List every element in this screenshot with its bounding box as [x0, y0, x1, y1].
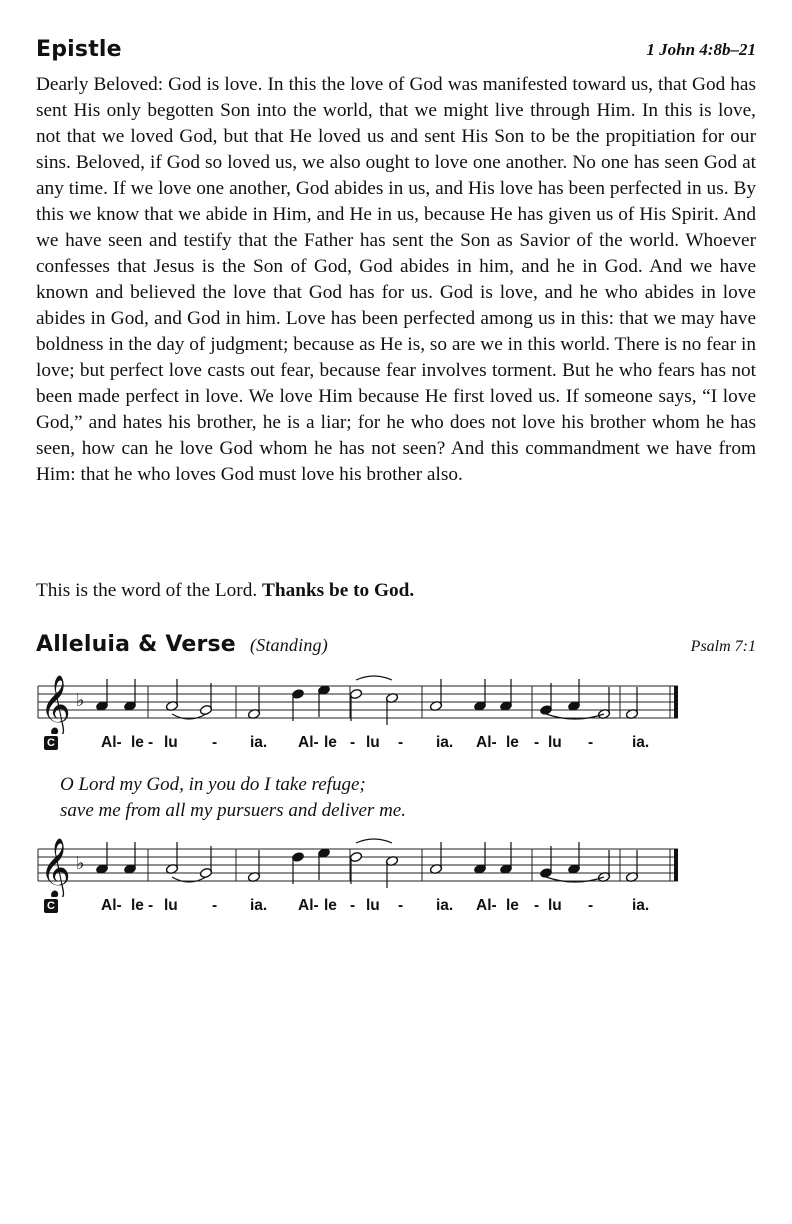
note-head — [165, 842, 178, 875]
note-head — [123, 679, 136, 712]
lyric-syllable: lu — [164, 897, 178, 914]
key-flat-icon: ♭ — [76, 690, 85, 711]
lyrics-line — [36, 734, 756, 756]
lyric-syllable: le — [131, 897, 144, 914]
lyric-syllable: lu — [366, 734, 380, 751]
lyric-syllable: Al- — [101, 734, 122, 751]
treble-clef-icon: 𝄞 — [40, 838, 71, 897]
note-head — [95, 679, 108, 712]
lyric-syllable: - — [212, 897, 218, 914]
note-head — [349, 851, 362, 884]
note-head — [123, 842, 136, 875]
note-head — [539, 846, 552, 879]
lyric-syllable: - — [534, 734, 540, 751]
lyric-syllable: - — [588, 897, 594, 914]
slur — [356, 839, 392, 843]
congregation-badge: C — [44, 736, 58, 750]
lyric-syllable: ia. — [436, 734, 454, 751]
note-head — [473, 679, 486, 712]
note-head — [429, 679, 442, 712]
lyric-syllable: ia. — [250, 734, 268, 751]
verse-text — [60, 772, 406, 824]
lyric-syllable: lu — [164, 734, 178, 751]
note-head — [625, 850, 638, 883]
note-head — [385, 692, 398, 725]
lyrics-line — [36, 897, 756, 919]
lyric-syllable: - — [212, 734, 218, 751]
note-head — [199, 846, 212, 879]
note-head — [349, 688, 362, 721]
music-staff-2 — [36, 833, 756, 923]
note-head — [247, 687, 260, 720]
note-head — [499, 842, 512, 875]
lyric-syllable: ia. — [436, 897, 454, 914]
note-head — [385, 855, 398, 888]
note-head — [597, 687, 610, 720]
note-head — [625, 687, 638, 720]
staff-notation — [36, 833, 756, 897]
music-staff-1 — [36, 670, 756, 760]
lyric-syllable: - — [534, 897, 540, 914]
lyric-syllable: le — [324, 734, 337, 751]
note-head — [539, 683, 552, 716]
lyric-syllable: lu — [366, 897, 380, 914]
lyric-syllable: Al- — [476, 734, 497, 751]
lyric-syllable: - — [148, 897, 154, 914]
note-head — [165, 679, 178, 712]
lyric-syllable: - — [350, 897, 356, 914]
final-bar-thick — [674, 686, 678, 718]
lyric-syllable: Al- — [298, 897, 319, 914]
epistle-text: Dearly Beloved: God is love. In this the love of God was manifested toward us, that God has sent His only begotten Son into the world, that we might live through Him. In this is love, not that we loved God, but that He loved us and sent His Son to be the propitiation for our sins. Beloved, if God so loved us, we also ought to love one another. No one has seen God at any time. If we love one another, God abides in us, and His love has been perfected in us. By this we know that we abide in Him, and He in us, because He has given us of His Spirit. And we have seen and testify that the Father has sent the Son as Savior of the world. Whoever confesses that Jesus is the Son of God, God abides in him, and he in God. And we have known and believed the love that God has for us. God is love, and he who abides in love abides in God, and God in him. Love has been perfected among us in this: that we may have boldness in the day of judgment; because as He is, so are we in this world. There is no fear in love; but perfect love casts out fear, because fear involves torment. But he who fears has not been made perfect in love. We love Him because He first loved us. If someone says, “I love God,” and hates his brother, he is a liar; for he who does not love his brother whom he has seen, how can he love God whom he has not seen? And this commandment we have from Him: that he who loves God must love his brother also. — [36, 74, 756, 485]
lyric-syllable: ia. — [632, 897, 650, 914]
lyric-syllable: - — [588, 734, 594, 751]
verse-line: O Lord my God, in you do I take refuge; — [60, 774, 366, 795]
note-head — [291, 688, 304, 721]
note-head — [317, 684, 330, 717]
alleluia-header — [36, 632, 756, 662]
note-head — [499, 679, 512, 712]
final-bar-thick — [674, 849, 678, 881]
note-head — [199, 683, 212, 716]
lyric-syllable: - — [148, 734, 154, 751]
note-head — [567, 842, 580, 875]
lyric-syllable: le — [506, 734, 519, 751]
alleluia-posture: (Standing) — [249, 635, 328, 655]
epistle-header — [36, 37, 756, 67]
lyric-syllable: ia. — [250, 897, 268, 914]
note-head — [473, 842, 486, 875]
lyric-syllable: Al- — [101, 897, 122, 914]
note-head — [597, 850, 610, 883]
note-head — [567, 679, 580, 712]
key-flat-icon: ♭ — [76, 853, 85, 874]
lyric-syllable: le — [131, 734, 144, 751]
lyric-syllable: Al- — [476, 897, 497, 914]
lyric-syllable: le — [324, 897, 337, 914]
lyric-syllable: le — [506, 897, 519, 914]
congregation-badge: C — [44, 899, 58, 913]
slur — [356, 676, 392, 680]
verse-line: save me from all my pursuers and deliver me. — [60, 800, 406, 821]
lyric-syllable: ia. — [632, 734, 650, 751]
closing-response: Thanks be to God. — [262, 580, 415, 601]
lyric-syllable: Al- — [298, 734, 319, 751]
staff-notation — [36, 670, 756, 734]
note-head — [95, 842, 108, 875]
alleluia-reference: Psalm 7:1 — [690, 638, 756, 655]
alleluia-title-group — [36, 632, 328, 657]
lyric-syllable: - — [398, 897, 404, 914]
alleluia-title: Alleluia & Verse — [36, 632, 236, 657]
epistle-reference: 1 John 4:8b–21 — [646, 40, 756, 59]
epistle-title: Epistle — [36, 37, 122, 62]
closing-text: This is the word of the Lord. — [36, 580, 258, 601]
treble-clef-icon: 𝄞 — [40, 675, 71, 734]
epistle-closing — [36, 578, 414, 604]
lyric-syllable: - — [398, 734, 404, 751]
lyric-syllable: - — [350, 734, 356, 751]
lyric-syllable: lu — [548, 897, 562, 914]
note-head — [247, 850, 260, 883]
note-head — [429, 842, 442, 875]
lyric-syllable: lu — [548, 734, 562, 751]
note-head — [317, 847, 330, 880]
note-head — [291, 851, 304, 884]
